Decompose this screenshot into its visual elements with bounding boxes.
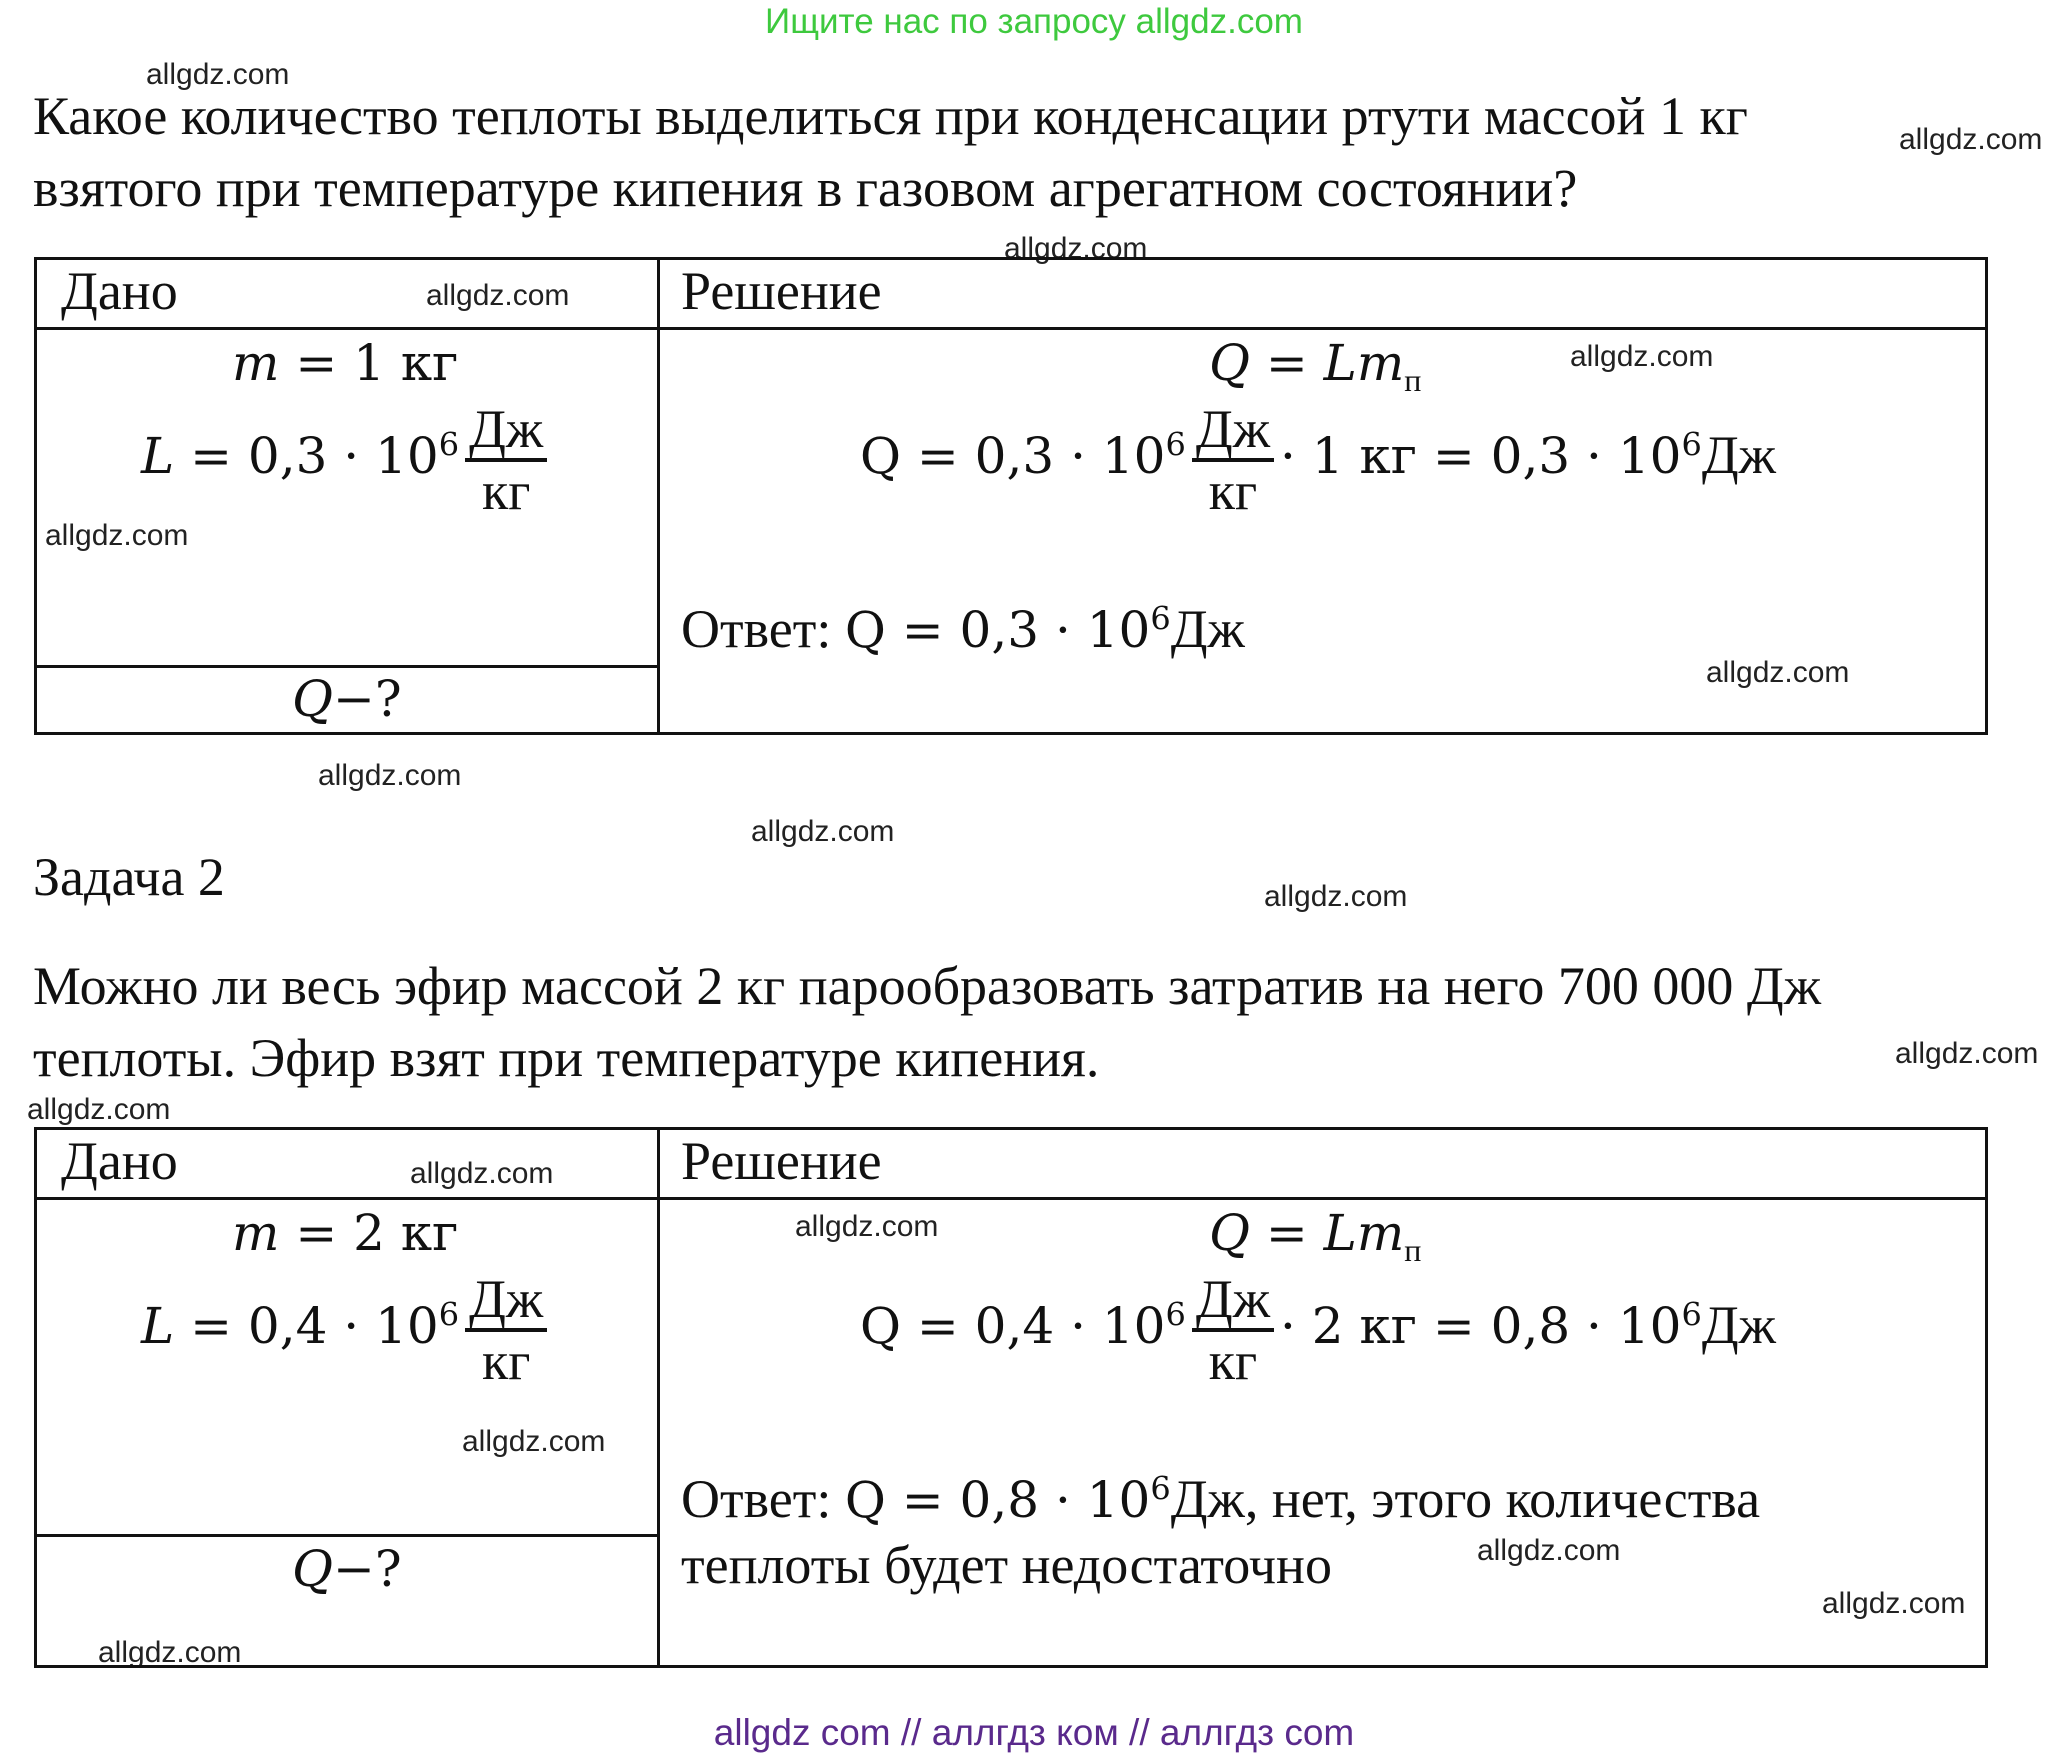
solution-header: Решение xyxy=(681,1131,882,1191)
unit-fraction xyxy=(465,400,547,520)
answer-formula: Q = 0,3 · 10 xyxy=(844,601,1151,659)
given-header: Дано xyxy=(61,261,178,321)
unit-fraction xyxy=(465,1270,547,1390)
mass-value: = 2 кг xyxy=(295,1204,459,1262)
watermark: allgdz.com xyxy=(410,1157,554,1190)
mass-symbol: m xyxy=(232,334,280,392)
given-mass xyxy=(232,334,458,392)
mass-symbol: m xyxy=(232,1204,280,1262)
watermark: allgdz.com xyxy=(98,1636,242,1669)
answer-label: Ответ: xyxy=(681,599,845,659)
find-quantity xyxy=(292,670,402,728)
watermark: allgdz.com xyxy=(45,519,189,552)
answer-unit: Дж xyxy=(1170,599,1245,659)
calc-unit-numerator: Дж xyxy=(1192,1270,1274,1332)
find-mark: −? xyxy=(333,1540,402,1598)
given-latent-heat xyxy=(141,1270,553,1390)
formula-subscript: п xyxy=(1404,362,1422,398)
watermark: allgdz.com xyxy=(1899,123,2043,156)
answer-unit: Дж xyxy=(1170,1469,1245,1529)
mass-value: = 1 кг xyxy=(295,334,459,392)
watermark: allgdz.com xyxy=(795,1210,939,1243)
calc-exponent-2: 6 xyxy=(1681,425,1702,464)
calc-unit-fraction xyxy=(1192,400,1274,520)
watermark: allgdz.com xyxy=(426,279,570,312)
answer xyxy=(681,1468,1760,1530)
column-divider xyxy=(657,260,660,732)
header-divider xyxy=(37,1197,1985,1200)
task1-question-line2: взятого при температуре кипения в газовом агрегатном состоянии? xyxy=(33,158,1578,218)
formula xyxy=(1209,1204,1422,1268)
calc-unit-denominator: кг xyxy=(1208,461,1258,521)
watermark: allgdz.com xyxy=(1004,232,1148,265)
watermark: allgdz.com xyxy=(1706,656,1850,689)
task2-question-line1: Можно ли весь эфир массой 2 кг парообразовать затратив на него 700 000 Дж xyxy=(33,956,1822,1016)
task2-title: Задача 2 xyxy=(33,847,225,907)
calc-unit-numerator: Дж xyxy=(1192,400,1274,462)
watermark: allgdz.com xyxy=(1895,1037,2039,1070)
answer-formula: Q = 0,8 · 10 xyxy=(844,1471,1151,1529)
watermark: allgdz.com xyxy=(318,759,462,792)
unit-numerator: Дж xyxy=(465,1270,547,1332)
formula-text: Q = Lm xyxy=(1209,1204,1405,1262)
answer-exponent: 6 xyxy=(1150,599,1171,638)
exponent: 6 xyxy=(438,425,460,464)
given-header: Дано xyxy=(61,1131,178,1191)
task1-table xyxy=(34,257,1988,735)
task1-question-line1: Какое количество теплоты выделиться при конденсации ртути массой 1 кг xyxy=(33,86,1748,146)
unit-numerator: Дж xyxy=(465,400,547,462)
formula xyxy=(1209,334,1422,398)
formula-text: Q = Lm xyxy=(1209,334,1405,392)
calc-start: Q = 0,3 · 10 xyxy=(860,427,1166,485)
answer xyxy=(681,598,1245,660)
watermark: allgdz.com xyxy=(27,1093,171,1126)
watermark: allgdz.com xyxy=(751,815,895,848)
heat-symbol: Q xyxy=(292,1540,333,1598)
task2-table xyxy=(34,1127,1988,1668)
column-divider xyxy=(657,1130,660,1665)
calculation xyxy=(860,400,1776,520)
calc-mid: · 2 кг = 0,8 · 10 xyxy=(1280,1297,1682,1355)
calculation xyxy=(860,1270,1776,1390)
find-mark: −? xyxy=(333,670,402,728)
given-mass xyxy=(232,1204,458,1262)
find-quantity xyxy=(292,1540,402,1598)
unit-denominator: кг xyxy=(481,1331,531,1391)
find-divider xyxy=(37,1534,657,1537)
calc-unit-fraction xyxy=(1192,1270,1274,1390)
calc-unit: Дж xyxy=(1701,425,1776,485)
calc-mid: · 1 кг = 0,3 · 10 xyxy=(1280,427,1682,485)
given-latent-heat xyxy=(141,400,553,520)
watermark: allgdz.com xyxy=(146,58,290,91)
formula-subscript: п xyxy=(1404,1232,1422,1268)
calc-unit-denominator: кг xyxy=(1208,1331,1258,1391)
latent-heat-symbol: L xyxy=(141,427,175,485)
calc-exponent-2: 6 xyxy=(1681,1295,1702,1334)
calc-exponent: 6 xyxy=(1165,1295,1186,1334)
footer-watermark: allgdz com // аллгдз ком // аллгдз com xyxy=(713,1712,1355,1753)
watermark: allgdz.com xyxy=(462,1425,606,1458)
latent-heat-value: = 0,4 · 10 xyxy=(190,1297,439,1355)
watermark: allgdz.com xyxy=(1822,1587,1966,1620)
calc-exponent: 6 xyxy=(1165,425,1186,464)
header-divider xyxy=(37,327,1985,330)
answer-tail: , нет, этого количества xyxy=(1244,1469,1761,1529)
answer-line2: теплоты будет недостаточно xyxy=(681,1535,1332,1595)
answer-label: Ответ: xyxy=(681,1469,845,1529)
watermark: allgdz.com xyxy=(1570,340,1714,373)
latent-heat-value: = 0,3 · 10 xyxy=(190,427,439,485)
answer-exponent: 6 xyxy=(1150,1469,1171,1508)
solution-header: Решение xyxy=(681,261,882,321)
watermark: allgdz.com xyxy=(1477,1534,1621,1567)
find-divider xyxy=(37,665,657,668)
watermark: allgdz.com xyxy=(1264,880,1408,913)
calc-unit: Дж xyxy=(1701,1295,1776,1355)
heat-symbol: Q xyxy=(292,670,333,728)
unit-denominator: кг xyxy=(481,461,531,521)
latent-heat-symbol: L xyxy=(141,1297,175,1355)
search-banner: Ищите нас по запросу allgdz.com xyxy=(765,2,1303,41)
exponent: 6 xyxy=(438,1295,460,1334)
calc-start: Q = 0,4 · 10 xyxy=(860,1297,1166,1355)
task2-question-line2: теплоты. Эфир взят при температуре кипения. xyxy=(33,1028,1100,1088)
